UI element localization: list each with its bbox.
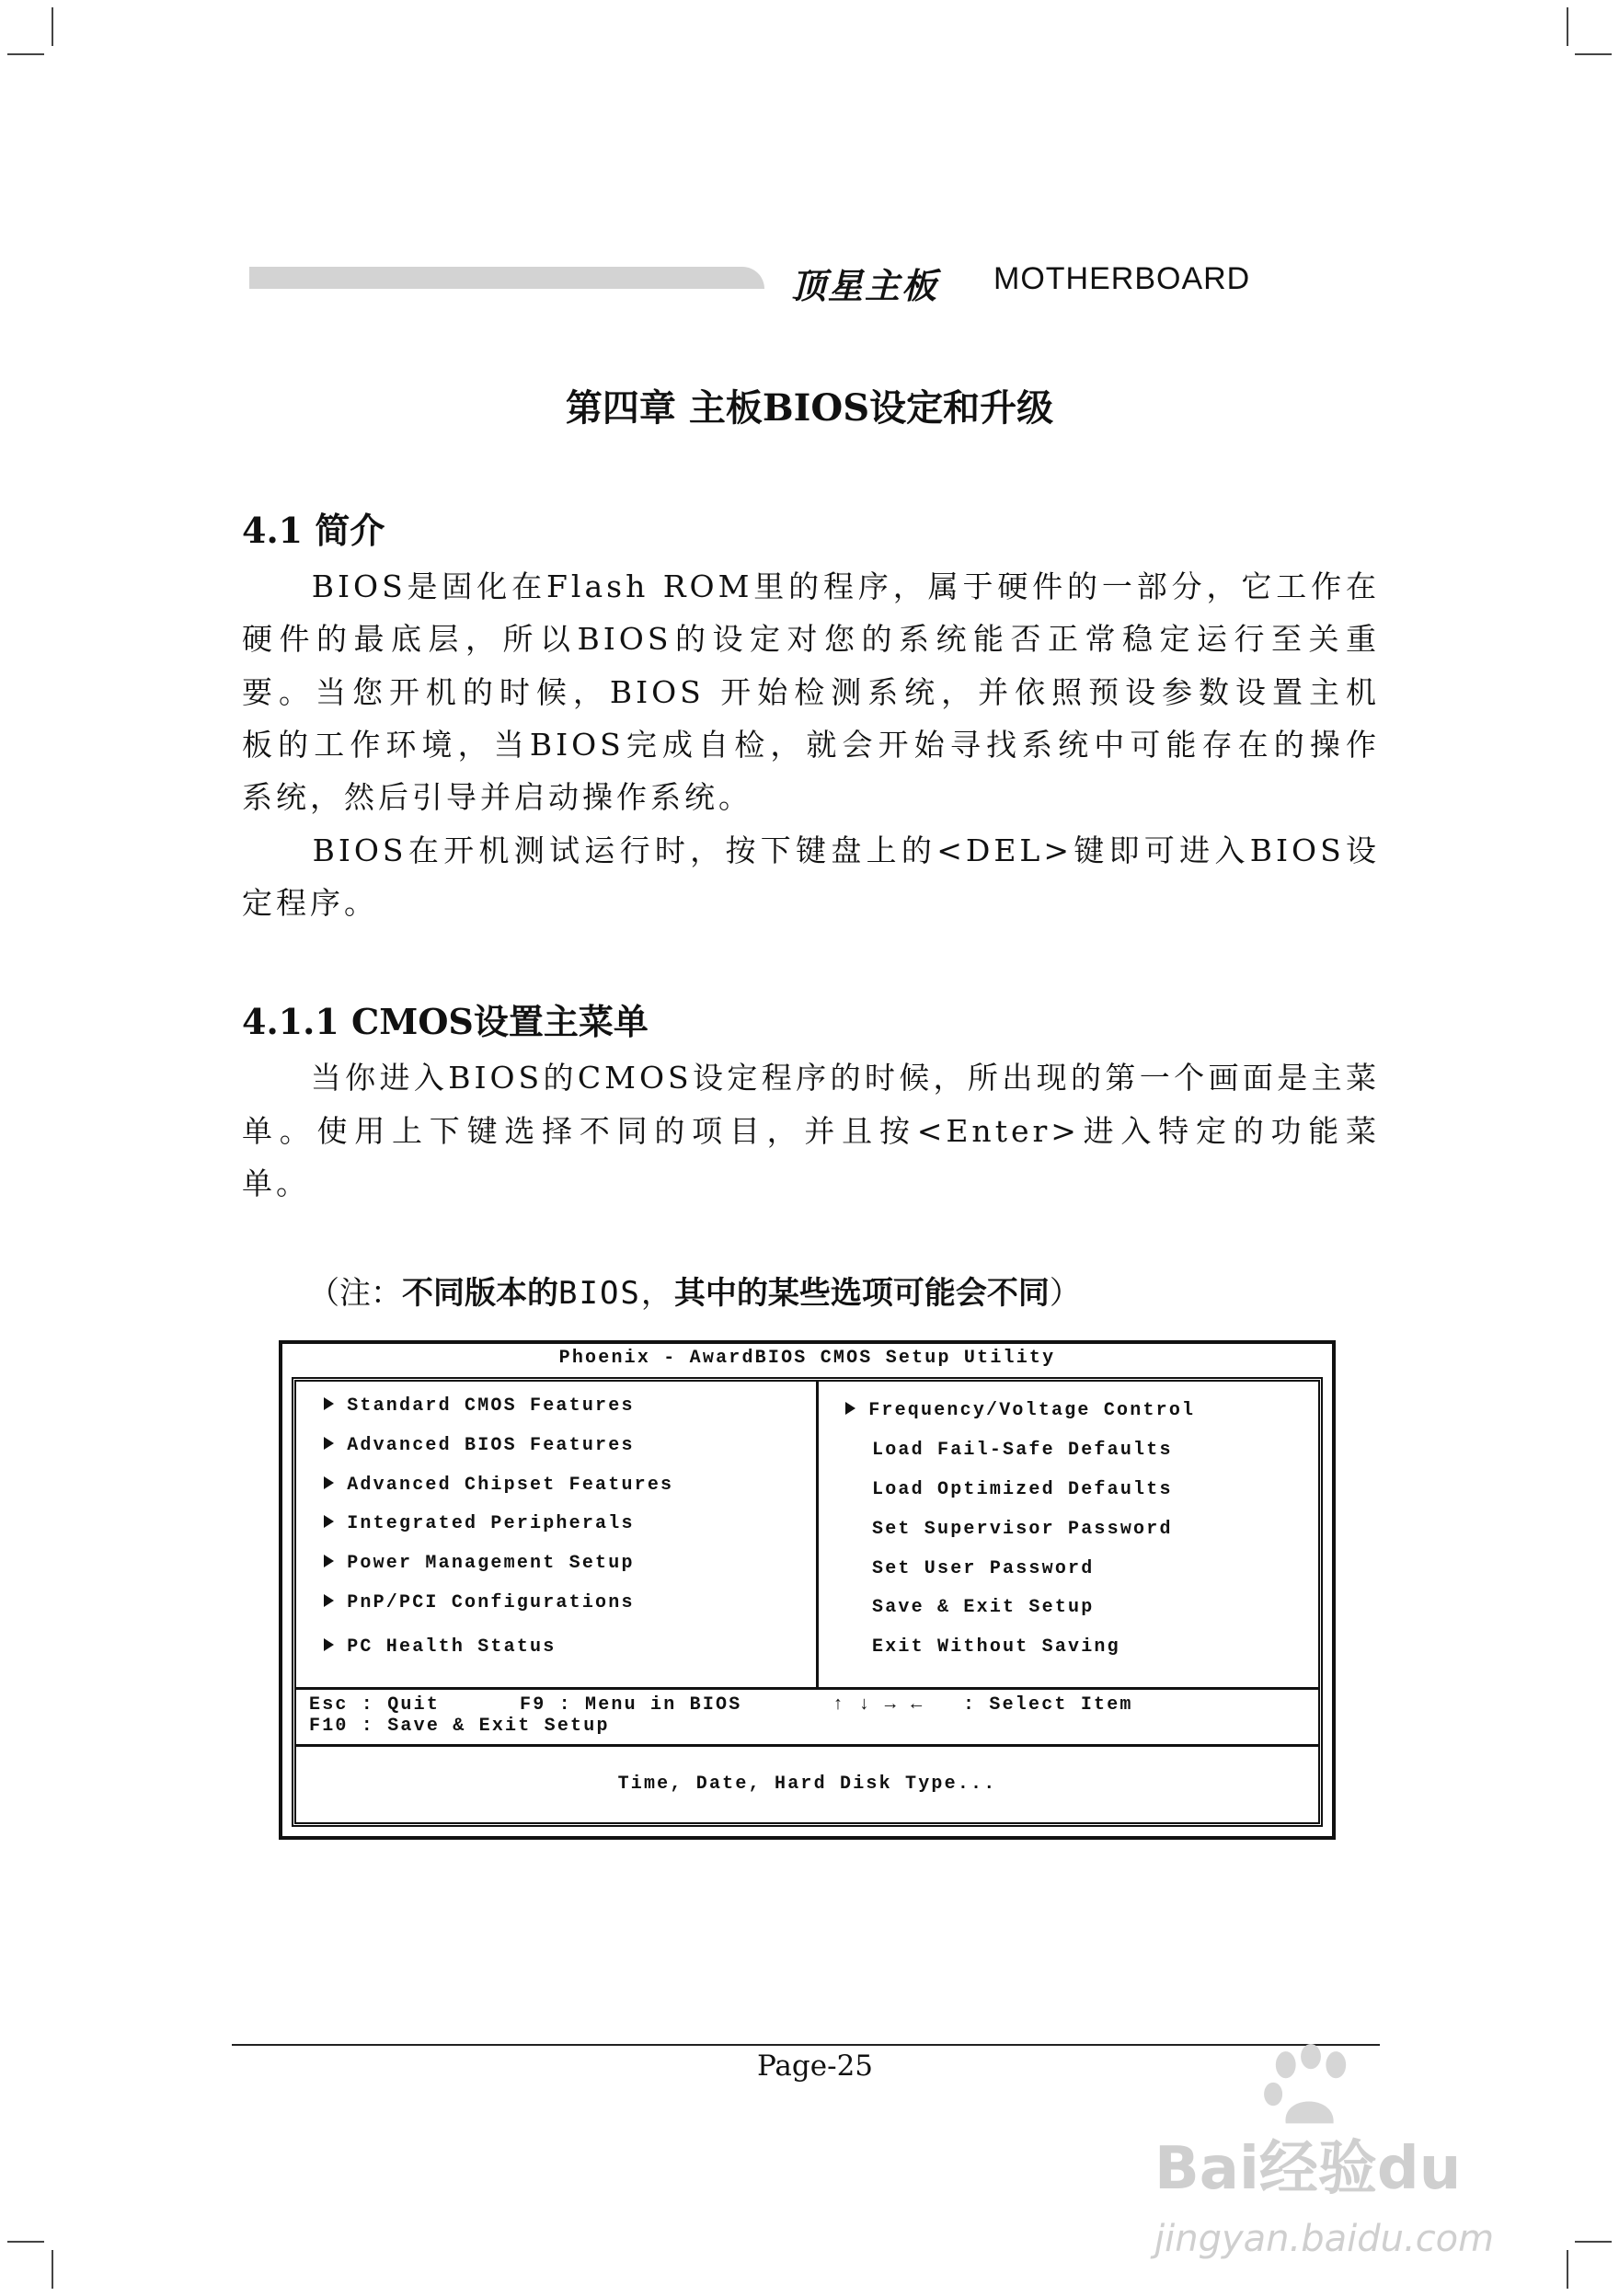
menu-item-exit-without-saving[interactable]: Exit Without Saving bbox=[872, 1636, 1120, 1658]
paragraph-line: 单。使用上下键选择不同的项目，并且按<Enter>进入特定的功能菜 bbox=[242, 1113, 1380, 1149]
watermark-url: jingyan.baidu.com bbox=[1154, 2218, 1495, 2260]
menu-item-frequency-voltage[interactable]: Frequency/Voltage Control bbox=[845, 1402, 1195, 1420]
crop-mark bbox=[52, 2250, 53, 2289]
paragraph-line: 单。 bbox=[242, 1165, 310, 1201]
crop-mark bbox=[1575, 2241, 1612, 2243]
watermark-brand-text: Bai经验 bbox=[1154, 2135, 1377, 2203]
key-f9: F9 : Menu in BIOS bbox=[520, 1694, 742, 1716]
key-esc: Esc : Quit bbox=[309, 1694, 441, 1716]
key-f10: F10 : Save & Exit Setup bbox=[309, 1716, 610, 1737]
crop-mark bbox=[1575, 53, 1612, 55]
page-number: Page-25 bbox=[756, 2049, 874, 2083]
section-heading: 4.1.1 CMOS设置主菜单 bbox=[242, 1001, 649, 1042]
triangle-icon bbox=[845, 1402, 855, 1415]
note-bold: 不同版本的 bbox=[402, 1275, 558, 1312]
divider bbox=[296, 1687, 1318, 1690]
paragraph-line: 当你进入BIOS的CMOS设定程序的时候，所出现的第一个画面是主菜 bbox=[242, 1060, 1380, 1096]
menu-item-save-exit[interactable]: Save & Exit Setup bbox=[872, 1597, 1095, 1618]
menu-item-integrated-peripherals[interactable]: Integrated Peripherals bbox=[324, 1515, 635, 1533]
menu-item-advanced-bios[interactable]: Advanced BIOS Features bbox=[324, 1437, 635, 1455]
paw-icon bbox=[1251, 2044, 1371, 2140]
triangle-icon bbox=[324, 1437, 334, 1450]
menu-item-load-optimized[interactable]: Load Optimized Defaults bbox=[872, 1479, 1173, 1500]
note-open: （注： bbox=[308, 1275, 402, 1312]
paragraph-line: 板的工作环境，当BIOS完成自检，就会开始寻找系统中可能存在的操作 bbox=[242, 727, 1380, 763]
crop-mark bbox=[1567, 7, 1568, 46]
crop-mark bbox=[1567, 2250, 1568, 2289]
brand-logo: 顶星主板 bbox=[791, 266, 939, 306]
menu-item-advanced-chipset[interactable]: Advanced Chipset Features bbox=[324, 1476, 673, 1495]
help-text: Time, Date, Hard Disk Type... bbox=[617, 1774, 997, 1795]
note-bold: 其中的某些选项可能会不同 bbox=[673, 1275, 1050, 1312]
note-bios: BIOS， bbox=[558, 1275, 674, 1312]
menu-item-user-password[interactable]: Set User Password bbox=[872, 1558, 1095, 1579]
crop-mark bbox=[7, 53, 44, 55]
chapter-title: 第四章 主板BIOS设定和升级 bbox=[565, 386, 1054, 430]
menu-item-load-failsafe[interactable]: Load Fail-Safe Defaults bbox=[872, 1440, 1173, 1461]
paragraph-line: 硬件的最底层，所以BIOS的设定对您的系统能否正常稳定运行至关重 bbox=[242, 621, 1380, 657]
triangle-icon bbox=[324, 1515, 334, 1528]
paragraph-line: 系统，然后引导并启动操作系统。 bbox=[242, 779, 752, 815]
triangle-icon bbox=[324, 1594, 334, 1607]
note-close: ） bbox=[1049, 1275, 1081, 1312]
menu-item-pc-health[interactable]: PC Health Status bbox=[324, 1638, 556, 1657]
bios-title: Phoenix - AwardBIOS CMOS Setup Utility bbox=[558, 1348, 1056, 1369]
triangle-icon bbox=[324, 1476, 334, 1489]
footer-rule bbox=[232, 2044, 1380, 2046]
paragraph-line: 要。当您开机的时候，BIOS 开始检测系统，并依照预设参数设置主机 bbox=[242, 674, 1380, 710]
note bbox=[308, 1268, 1081, 1313]
triangle-icon bbox=[324, 1397, 334, 1410]
menu-item-standard-cmos[interactable]: Standard CMOS Features bbox=[324, 1397, 635, 1416]
bios-frame bbox=[292, 1377, 1323, 1827]
paragraph-line: BIOS在开机测试运行时，按下键盘上的<DEL>键即可进入BIOS设 bbox=[242, 832, 1380, 868]
watermark-du: du bbox=[1376, 2135, 1462, 2203]
crop-mark bbox=[7, 2241, 44, 2243]
divider bbox=[296, 1744, 1318, 1747]
bios-screen bbox=[279, 1340, 1336, 1840]
key-arrows: ↑ ↓ → ← bbox=[832, 1694, 924, 1716]
menu-item-pnp-pci[interactable]: PnP/PCI Configurations bbox=[324, 1594, 635, 1613]
triangle-icon bbox=[324, 1638, 334, 1651]
column-divider bbox=[816, 1382, 819, 1687]
paragraph-line: BIOS是固化在Flash ROM里的程序，属于硬件的一部分，它工作在 bbox=[242, 568, 1380, 604]
paragraph-line: 定程序。 bbox=[242, 885, 378, 921]
crop-mark bbox=[52, 7, 53, 46]
menu-item-power-management[interactable]: Power Management Setup bbox=[324, 1555, 635, 1573]
watermark-brand bbox=[1154, 2134, 1461, 2204]
key-select: : Select Item bbox=[963, 1694, 1133, 1716]
menu-item-supervisor-password[interactable]: Set Supervisor Password bbox=[872, 1519, 1173, 1540]
section-heading: 4.1 简介 bbox=[242, 510, 385, 551]
brand-text: MOTHERBOARD bbox=[993, 261, 1251, 296]
header-bar bbox=[249, 267, 764, 289]
triangle-icon bbox=[324, 1555, 334, 1567]
